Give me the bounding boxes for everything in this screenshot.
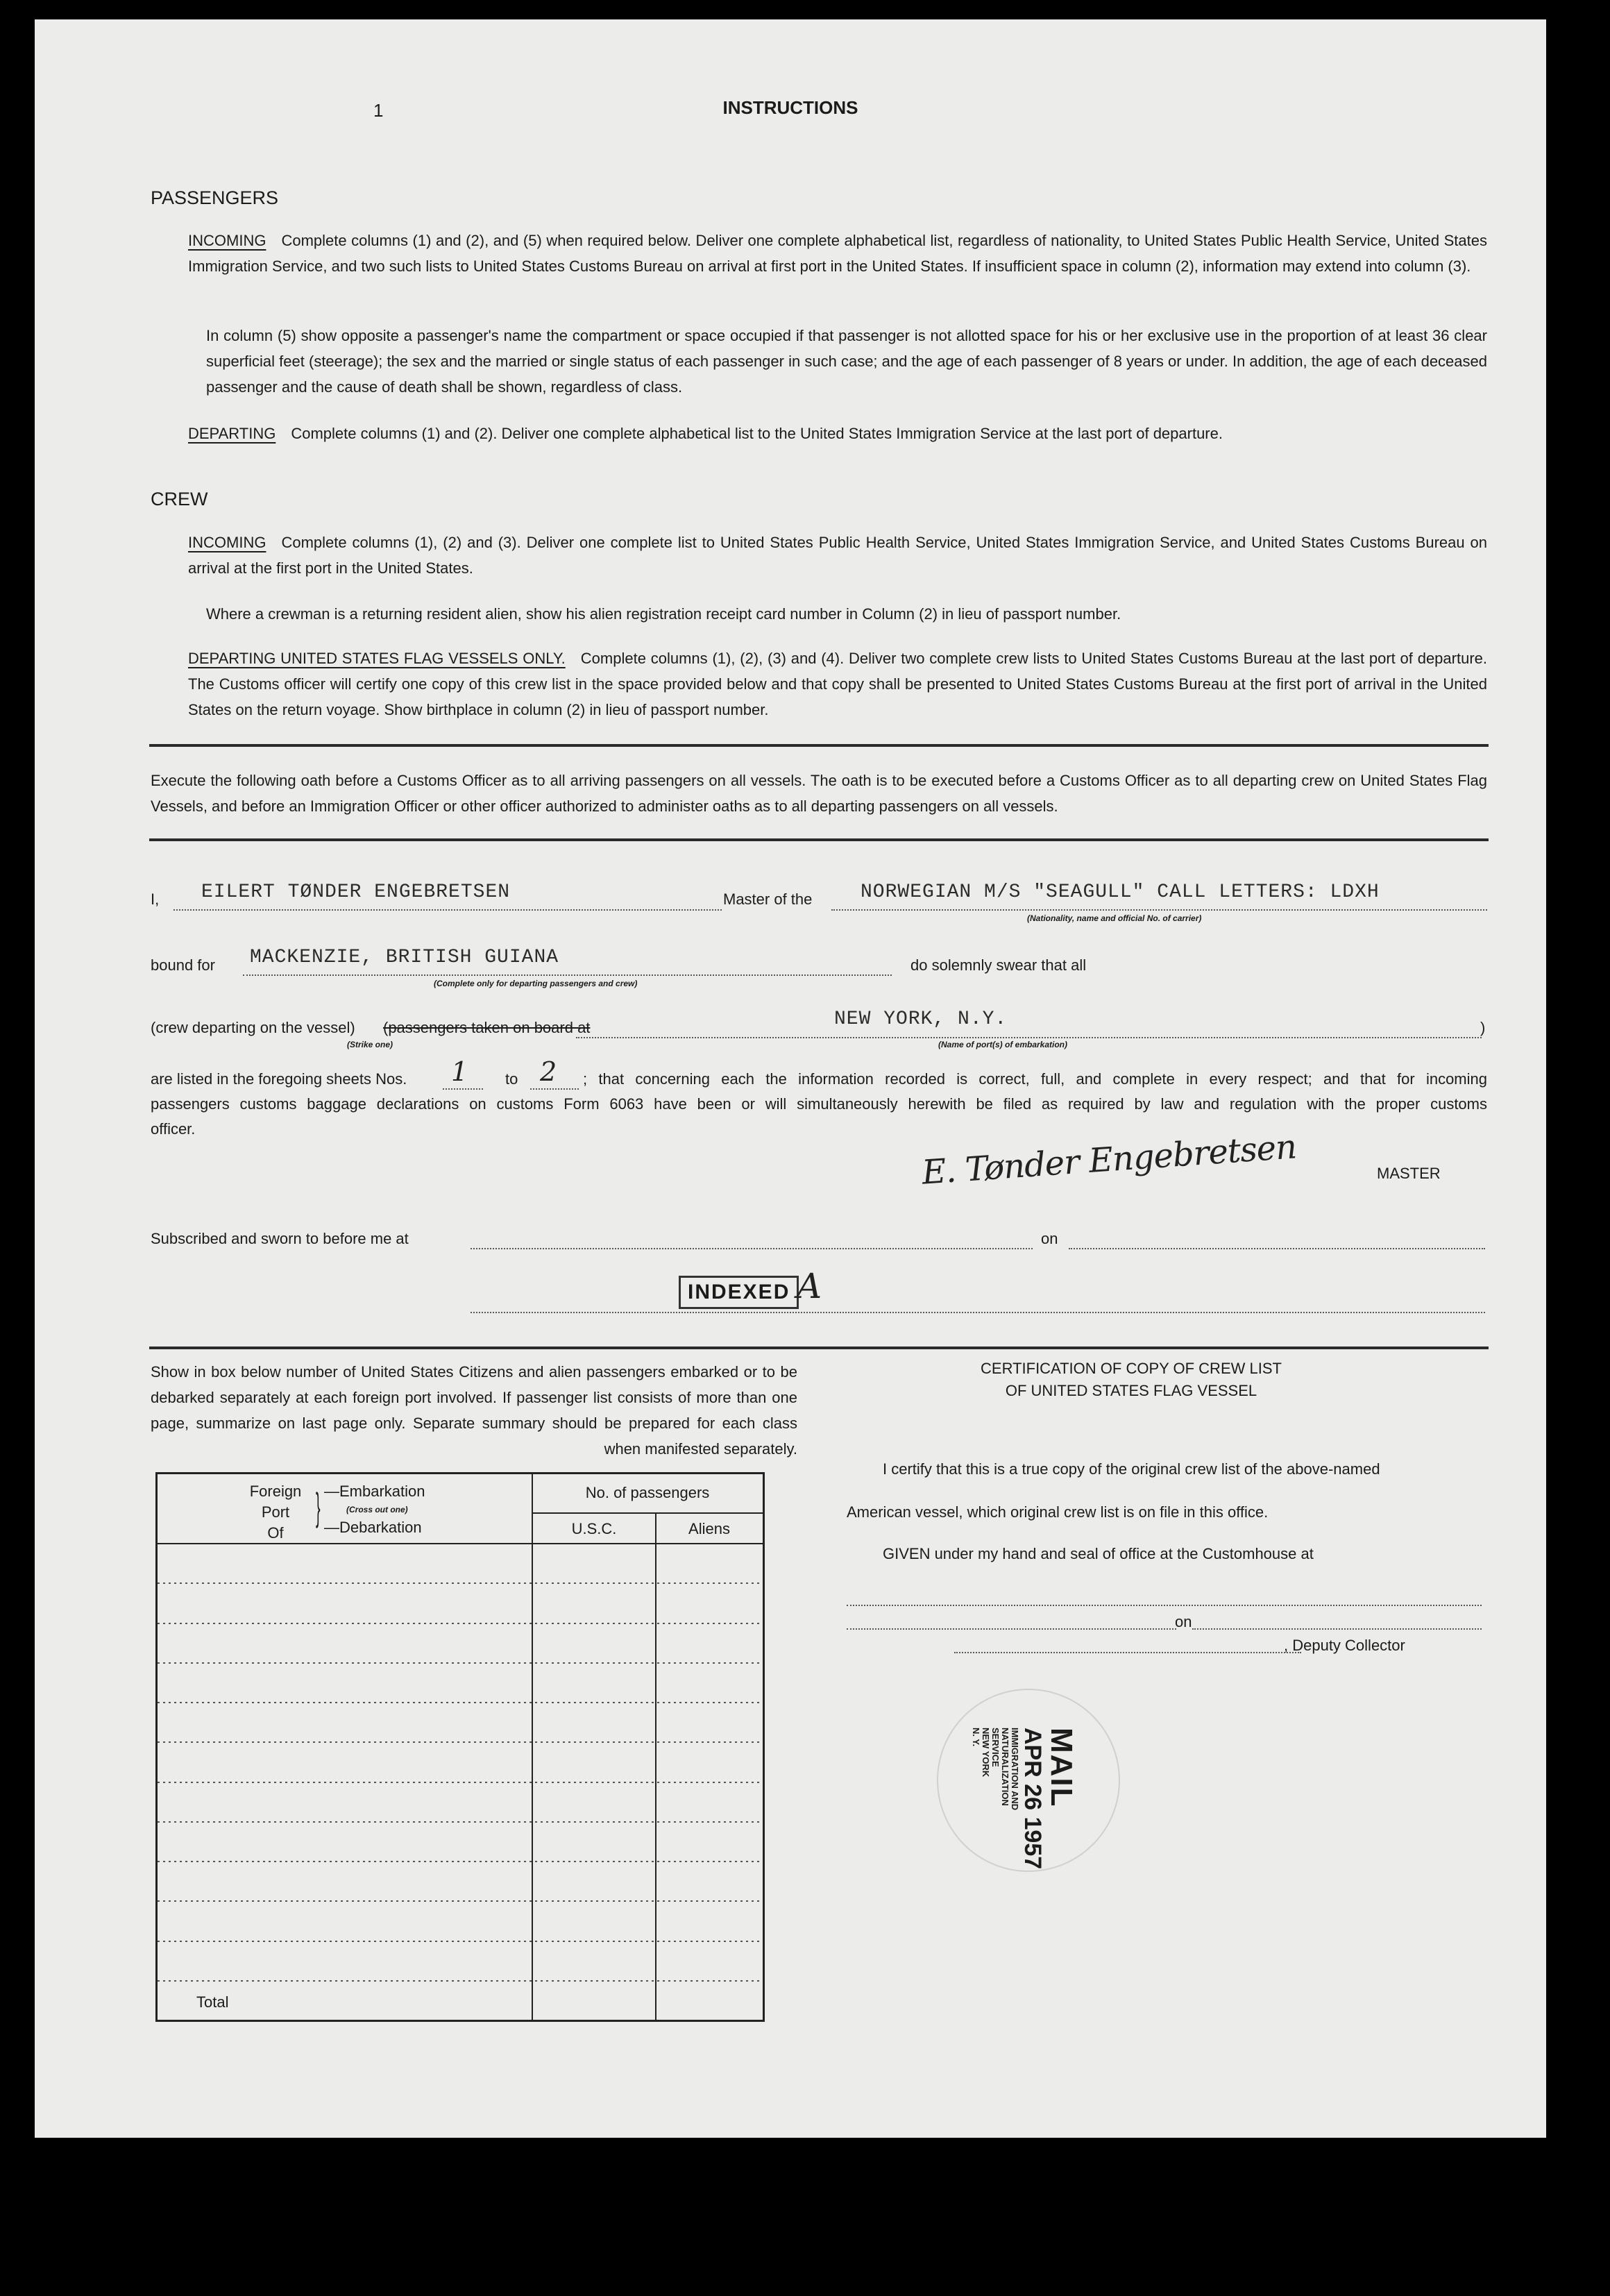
to-label: to: [505, 1070, 518, 1088]
oath-intro-paragraph: Execute the following oath before a Customs Officer as to all arriving passengers on all vessels. The oath is to be executed before a Customs Officer as to all departing crew on United States Flag Vessels, and before an Immigration Officer or other officer authorized to administer oaths as to all departing passengers on all vessels.: [151, 772, 1487, 815]
certify-text: I certify that this is a true copy of the original crew list of the above-named: [883, 1460, 1380, 1478]
passengers-incoming-text: Complete columns (1) and (2), and (5) when required below. Deliver one complete alphabetical list, regardless of nationality, to United States Public Health Service, United States Immigration Service, and two such lists to United States Customs Bureau on arrival at first port in the United States. If insufficient space in column (2), information may extend into column (3).: [188, 232, 1487, 275]
stamp-line-1: IMMIGRATION AND: [1010, 1728, 1020, 1811]
col-cross-out: (Cross out one): [346, 1505, 408, 1514]
passengers-heading: PASSENGERS: [151, 187, 279, 208]
col-embarkation: —Embarkation: [324, 1483, 425, 1500]
cert-on-label: on: [1175, 1613, 1192, 1630]
col-aliens: Aliens: [688, 1520, 730, 1537]
col-usc: U.S.C.: [571, 1520, 617, 1537]
statement-line-3: officer.: [151, 1120, 196, 1138]
passenger-summary-table: [155, 1472, 765, 2022]
signature-officer-line: [471, 1312, 1485, 1313]
stamp-line-5: N. Y.: [971, 1728, 981, 1747]
col-foreign-port-of: [248, 1481, 303, 1544]
master-name: EILERT TØNDER ENGEBRETSEN: [201, 881, 511, 903]
passengers-incoming-label: INCOMING: [188, 232, 266, 249]
separator-line: [149, 744, 1489, 747]
stamp-line-3: SERVICE: [990, 1728, 1001, 1767]
passengers-incoming-paragraph: [188, 228, 1487, 279]
separator-line: [149, 838, 1489, 841]
port-line: [576, 1037, 1482, 1038]
crew-departing-label: DEPARTING UNITED STATES FLAG VESSELS ONLY.: [188, 650, 566, 667]
vessel-name: NORWEGIAN M/S "SEAGULL" CALL LETTERS: LDXH: [861, 881, 1380, 903]
destination-line: [243, 974, 892, 976]
sheet-to-line: [530, 1088, 579, 1090]
col-no-of-passengers: No. of passengers: [585, 1484, 710, 1501]
statement-line-1: ; that concerning each the information recorded is correct, full, and complete in every respect; and that for incoming: [583, 1070, 1487, 1088]
passengers-departing-text: Complete columns (1) and (2). Deliver one complete alphabetical list to the United States Immigration Service at the last port of departure.: [291, 425, 1223, 442]
crew-incoming-paragraph: [188, 530, 1487, 581]
brace: }: [316, 1485, 321, 1528]
separator-line: [149, 1347, 1489, 1349]
certification-title-line-2: OF UNITED STATES FLAG VESSEL: [1005, 1382, 1257, 1399]
crew-departing-label: (crew departing on the vessel): [151, 1019, 355, 1036]
master-name-line: [173, 909, 722, 911]
passengers-column5-paragraph: In column (5) show opposite a passenger's name the compartment or space occupied if that passenger is not allotted space for his or her exclusive use in the proportion of at least 36 clear superficial feet (steerage); the sex and the married or single status of each passenger in such case; and the age of each passenger of 8 years or under. In addition, the age of each deceased passenger and the cause of death shall be shown, regardless of class.: [206, 327, 1487, 396]
deputy-collector-line: [954, 1652, 1301, 1653]
i-label: I,: [151, 890, 160, 908]
indexed-initial: A: [797, 1266, 822, 1306]
destination-caption: (Complete only for departing passengers and crew): [434, 979, 638, 988]
col-foreign: Foreign: [249, 1483, 302, 1500]
certification-title-line-1: CERTIFICATION OF COPY OF CREW LIST: [981, 1360, 1282, 1377]
passengers-taken-struck: (passengers taken on board at: [383, 1019, 591, 1036]
american-vessel-text: American vessel, which original crew list is on file in this office.: [847, 1503, 1269, 1521]
col-of: Of: [267, 1524, 284, 1542]
stamp-line-4: NEW YORK: [981, 1728, 991, 1778]
stamp-mail: MAIL: [1044, 1728, 1078, 1808]
customhouse-line: [847, 1605, 1482, 1606]
crew-resident-paragraph: Where a crewman is a returning resident alien, show his alien registration receipt card number in Column (2) in lieu of passport number.: [206, 605, 1121, 623]
swear-label: do solemnly swear that all: [910, 956, 1087, 974]
passengers-departing-label: DEPARTING: [188, 425, 276, 442]
subscribed-on-label: on: [1041, 1230, 1058, 1247]
destination: MACKENZIE, BRITISH GUIANA: [250, 947, 559, 968]
deputy-collector-label: , Deputy Collector: [1284, 1637, 1405, 1654]
bound-for-label: bound for: [151, 956, 215, 974]
vessel-caption: (Nationality, name and official No. of carrier): [1027, 913, 1202, 923]
crew-incoming-text: Complete columns (1), (2) and (3). Deliver one complete list to United States Public Health Service, United States Immigration Service, and United States Customs Bureau on arrival at the first port in the United States.: [188, 534, 1487, 577]
total-label: Total: [196, 1993, 229, 2011]
summary-instructions: Show in box below number of United States Citizens and alien passengers embarked or to be debarked separately at each foreign port involved. If passenger list consists of more than one page, summarize on last page only. Separate summary should be prepared for each class when manifested separately.: [151, 1363, 797, 1458]
certification-title: [867, 1358, 1395, 1402]
cert-date-line: [847, 1628, 1176, 1630]
indexed-stamp: INDEXED: [679, 1276, 799, 1309]
statement-line-2: passengers customs baggage declarations on customs Form 6063 have been or will simultaneously herewith be filed as required by law and regulation with the proper customs: [151, 1095, 1487, 1113]
page-number: 1: [373, 100, 384, 121]
stamp-line-2: NATURALIZATION: [1000, 1728, 1010, 1806]
crew-departing-text: Complete columns (1), (2), (3) and (4). Deliver two complete crew lists to United States Customs Bureau at the last port of departure. The Customs officer will certify one copy of this crew list in the space provided below and that copy shall be presented to United States Customs Bureau at the first port of arrival in the United States on the return voyage. Show birthplace in column (2) in lieu of passport number.: [188, 650, 1487, 718]
document-page: [35, 19, 1546, 2138]
strike-caption: (Strike one): [347, 1040, 393, 1049]
sheets-label: are listed in the foregoing sheets Nos.: [151, 1070, 407, 1088]
port-caption: (Name of port(s) of embarkation): [938, 1040, 1068, 1049]
master-label: MASTER: [1377, 1165, 1441, 1182]
col-port: Port: [261, 1503, 290, 1521]
stamp-date: APR 26 1957: [1019, 1728, 1046, 1870]
sheet-from: 1: [451, 1056, 468, 1087]
sheet-to: 2: [540, 1056, 557, 1087]
instructions-title: INSTRUCTIONS: [722, 97, 858, 118]
passengers-departing-paragraph: [188, 421, 1487, 446]
subscribed-place-line: [471, 1248, 1033, 1249]
mail-received-stamp: [971, 1728, 1076, 1915]
master-signature: E. Tønder Engebretsen: [920, 1127, 1298, 1192]
crew-incoming-label: INCOMING: [188, 534, 266, 551]
col-debarkation: —Debarkation: [324, 1519, 422, 1536]
embarkation-port: NEW YORK, N.Y.: [834, 1008, 1008, 1030]
table-grid: [158, 1474, 763, 2020]
vessel-line: [831, 909, 1487, 911]
crew-heading: CREW: [151, 489, 208, 509]
given-text: GIVEN under my hand and seal of office at the Customhouse at: [883, 1545, 1314, 1562]
crew-departing-paragraph: [188, 645, 1487, 723]
subscribed-date-line: [1069, 1248, 1485, 1249]
close-paren: ): [1480, 1019, 1486, 1036]
master-of-label: Master of the: [723, 890, 813, 908]
sheet-from-line: [443, 1088, 483, 1090]
subscribed-label: Subscribed and sworn to before me at: [151, 1230, 409, 1247]
cert-on-line: [1192, 1628, 1482, 1630]
